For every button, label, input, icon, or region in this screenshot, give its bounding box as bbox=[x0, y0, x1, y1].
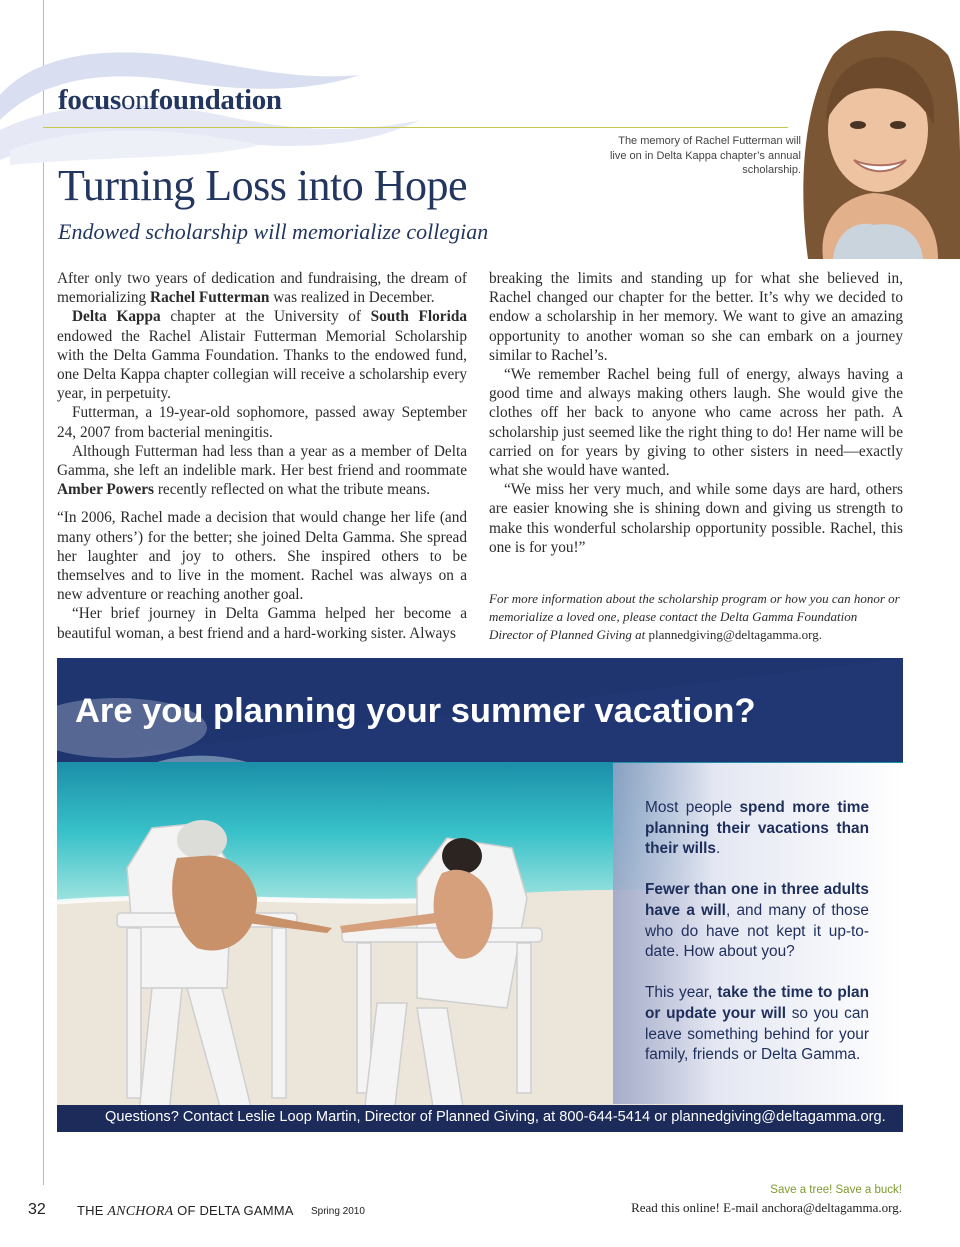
section-label: focusonfoundation bbox=[58, 84, 282, 116]
quote-paragraph: “We remember Rachel being full of energy, always having a good time and always making others laugh. She would give the clothes off her back to anyone who came across her path. A scholarship just seemed like the right thing to do! Her name will be carried on for years by giving to other sisters in need—exactly what she would have wanted. bbox=[489, 366, 903, 480]
more-info-note: For more information about the scholarship program or how you can honor or memorialize a loved one, please contact the Delta Gamma Foundation Director of Planned Giving at plannedgiving@deltagamma.org. bbox=[489, 591, 900, 642]
article-column-1 bbox=[57, 269, 467, 643]
paragraph: Delta Kappa chapter at the University of South Florida endowed the Rachel Alistair Futterman Memorial Scholarship with the Delta Gamma Foundation. Thanks to the endowed fund, one Delta Kappa chapter collegian will receive a scholarship every year, in perpetuity. bbox=[57, 308, 467, 403]
save-a-tree-note: Save a tree! Save a buck! bbox=[770, 1184, 902, 1196]
ad-headline: Are you planning your summer vacation? bbox=[75, 692, 756, 730]
ad-body-text bbox=[645, 798, 869, 1086]
ad-paragraph: Fewer than one in three adults have a will, and many of those who do have not kept it up-to-date. How about you? bbox=[645, 881, 869, 961]
ad-contact-text: Questions? Contact Leslie Loop Martin, Director of Planned Giving, at 800-644-5414 or plannedgiving@deltagamma.org. bbox=[105, 1109, 886, 1125]
paragraph: Futterman, a 19-year-old sophomore, passed away September 24, 2007 from bacterial meningitis. bbox=[57, 404, 467, 441]
issue-date: Spring 2010 bbox=[311, 1206, 365, 1217]
paragraph: After only two years of dedication and fundraising, the dream of memorializing Rachel Futterman was realized in December. bbox=[57, 270, 467, 307]
contact-email-link[interactable]: plannedgiving@deltagamma.org. bbox=[648, 627, 822, 642]
quote-paragraph: “We miss her very much, and while some days are hard, others are easier knowing she is shining down and giving us strength to make this wonderful scholarship opportunity possible. Rachel, this one is for you!” bbox=[489, 481, 903, 556]
article-headline: Turning Loss into Hope bbox=[58, 161, 468, 210]
read-online-note: Read this online! E-mail anchora@deltagamma.org. bbox=[631, 1200, 902, 1215]
quote-paragraph: “In 2006, Rachel made a decision that would change her life (and many others’) for the better; she joined Delta Gamma. She spread her laughter and joy to others. She inspired others to be themselves and to live in the moment. Rachel was always on a new adventure or reaching another goal. bbox=[57, 509, 467, 604]
ad-paragraph: Most people spend more time planning their vacations than their wills. bbox=[645, 799, 869, 858]
magazine-name: THE ANCHORA OF DELTA GAMMA bbox=[77, 1203, 294, 1219]
photo-caption: The memory of Rachel Futterman will live on in Delta Kappa chapter’s annual scholarship. bbox=[609, 135, 801, 176]
article-subhead: Endowed scholarship will memorialize collegian bbox=[58, 219, 489, 244]
ad-paragraph: This year, take the time to plan or update your will so you can leave something behind for your family, friends or Delta Gamma. bbox=[645, 984, 869, 1064]
rachel-portrait-photo bbox=[788, 25, 960, 259]
article-column-2 bbox=[489, 269, 903, 557]
quote-paragraph: breaking the limits and standing up for what she believed in, Rachel changed our chapter for the better. It’s why we decided to endow a scholarship in her memory. We want to give an amazing opportunity to another woman so she can embark on a journey similar to Rachel’s. bbox=[489, 270, 903, 364]
paragraph: Although Futterman had less than a year as a member of Delta Gamma, she left an indelible mark. Her best friend and roommate Amber Powers recently reflected on what the tribute means. bbox=[57, 442, 467, 499]
margin-rule-vertical bbox=[43, 0, 44, 1185]
quote-paragraph: “Her brief journey in Delta Gamma helped her become a beautiful woman, a best friend and a hard-working sister. Always bbox=[57, 605, 467, 642]
page-number: 32 bbox=[28, 1201, 46, 1218]
